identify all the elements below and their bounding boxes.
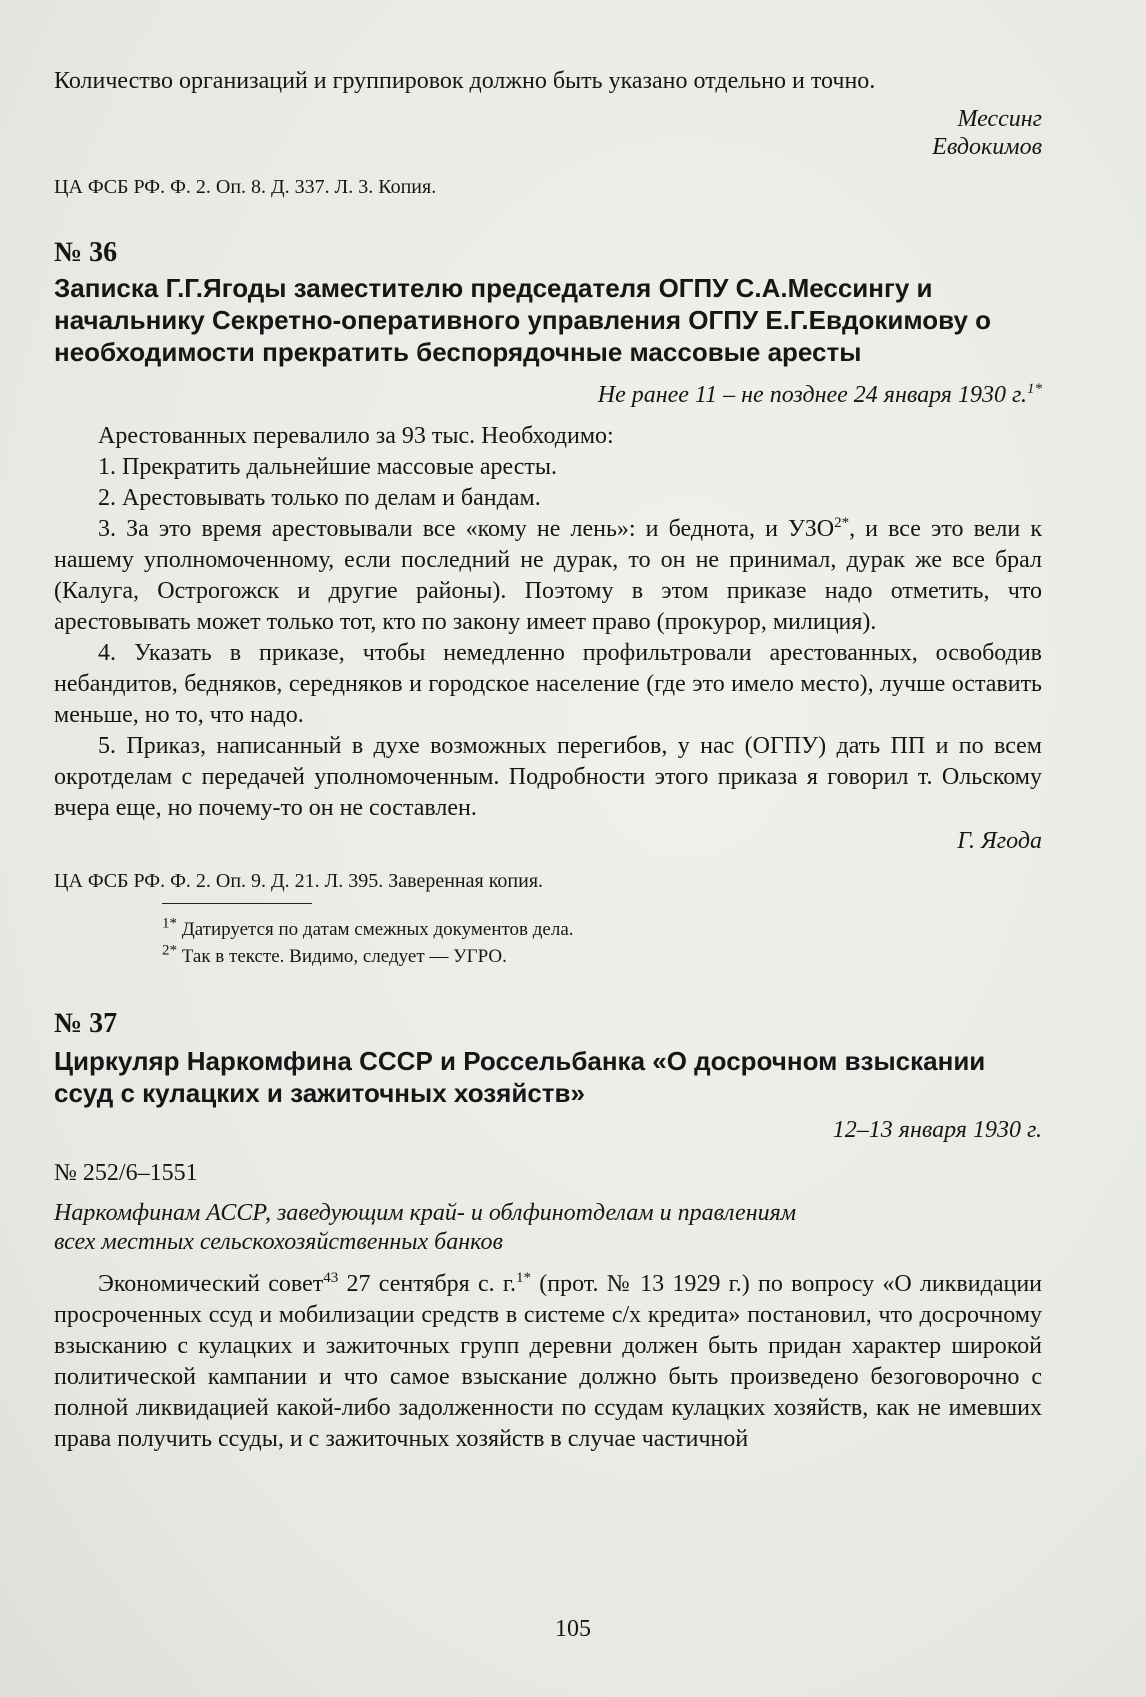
- footnote-divider: [162, 903, 312, 904]
- document-title-36: Записка Г.Г.Ягоды заместителю председателя ОГПУ С.А.Мессингу и начальнику Секретно-оперативного управления ОГПУ Е.Г.Евдокимову о необходимости прекратить беспорядочные массовые аресты: [54, 273, 992, 367]
- list-item-3: [54, 514, 1042, 638]
- signature-yagoda: Г. Ягода: [957, 828, 1042, 854]
- item3-text-b: , и все это вели к нашему уполномоченному, если последний не дурак, то он не принимал, дурак же все брал (Калуга, Острогожск и другие районы). Поэтому в этом приказе надо отметить, что арестовывать может только тот, кто по закону имеет право (прокурор, милиция).: [54, 516, 1042, 635]
- list-item-5: 5. Приказ, написанный в духе возможных перегибов, у нас (ОГПУ) дать ПП и по всем окротделам с передачей уполномоченным. Подробности этого приказа я говорил т. Ольскому вчера еще, но почему-то он не составлен.: [54, 733, 1042, 821]
- document-number-36: № 36: [54, 237, 118, 268]
- footnote-ref: 1*: [1027, 381, 1042, 397]
- addressee-block: Наркомфинам АССР, заведующим край- и облфинотделам и правлениям всех местных сельскохозяйственных банков: [54, 1200, 797, 1255]
- archive-source-1: ЦА ФСБ РФ. Ф. 2. Оп. 8. Д. 337. Л. 3. Копия.: [54, 176, 437, 198]
- circular-body: [54, 1269, 1042, 1455]
- document-title-37: Циркуляр Наркомфина СССР и Россельбанка «О досрочном взыскании ссуд с кулацких и зажиточных хозяйств»: [54, 1046, 986, 1108]
- footnote-ref: 43: [323, 1270, 339, 1286]
- body-text-c: (прот. № 13 1929 г.) по вопросу «О ликвидации просроченных ссуд и мобилизации средств в системе с/х кредита» постановил, что досрочному взысканию с кулацких и зажиточных групп деревни должен быть придан характер широкой политической кампании и что самое взыскание должно быть произведено безоговорочно с полной ликвидацией какой-либо задолженности по ссудам кулацких хозяйств, как не имевших права получить ссуды, и с зажиточных хозяйств в случае частичной: [54, 1271, 1043, 1452]
- footnote-text: Датируется по датам смежных документов дела.: [181, 919, 574, 940]
- list-item-2: 2. Арестовывать только по делам и бандам.: [98, 485, 541, 511]
- document-date-37: 12–13 января 1930 г.: [832, 1117, 1042, 1143]
- body-text-b: 27 сентября с. г.: [338, 1271, 517, 1297]
- item3-text-a: 3. За это время арестовывали все «кому не лень»: и беднота, и УЗО: [98, 516, 835, 542]
- footnote-ref: 1*: [516, 1270, 532, 1286]
- footnote-2: [54, 943, 1042, 970]
- intro-line: Арестованных перевалило за 93 тыс. Необходимо:: [98, 423, 614, 449]
- list-item-1: 1. Прекратить дальнейшие массовые аресты.: [98, 454, 558, 480]
- footnote-1: [54, 916, 1042, 943]
- page-content: [54, 66, 1042, 1455]
- signature-messing: Мессинг: [957, 106, 1042, 132]
- page-number: 105: [555, 1616, 591, 1642]
- top-paragraph: Количество организаций и группировок должно быть указано отдельно и точно.: [54, 68, 876, 94]
- signature-evdokimov: Евдокимов: [932, 134, 1042, 160]
- footnote-ref: 2*: [834, 515, 850, 531]
- footnote-text: Так в тексте. Видимо, следует — УГРО.: [181, 946, 507, 967]
- body-text-a: Экономический совет: [98, 1271, 324, 1297]
- list-item-4: 4. Указать в приказе, чтобы немедленно профильтровали арестованных, освободив небандитов, бедняков, середняков и городское население (где это имело место), лучше оставить меньше, но то, что надо.: [54, 640, 1042, 728]
- registration-number: № 252/6–1551: [54, 1160, 198, 1186]
- footnote-mark: 2*: [162, 942, 177, 959]
- date-text: Не ранее 11 – не позднее 24 января 1930 г.: [597, 382, 1027, 408]
- footnote-mark: 1*: [162, 915, 177, 932]
- document-date-36: [54, 380, 1042, 411]
- document-number-37: № 37: [54, 1008, 118, 1039]
- archive-source-36: ЦА ФСБ РФ. Ф. 2. Оп. 9. Д. 21. Л. 395. Заверенная копия.: [54, 870, 544, 892]
